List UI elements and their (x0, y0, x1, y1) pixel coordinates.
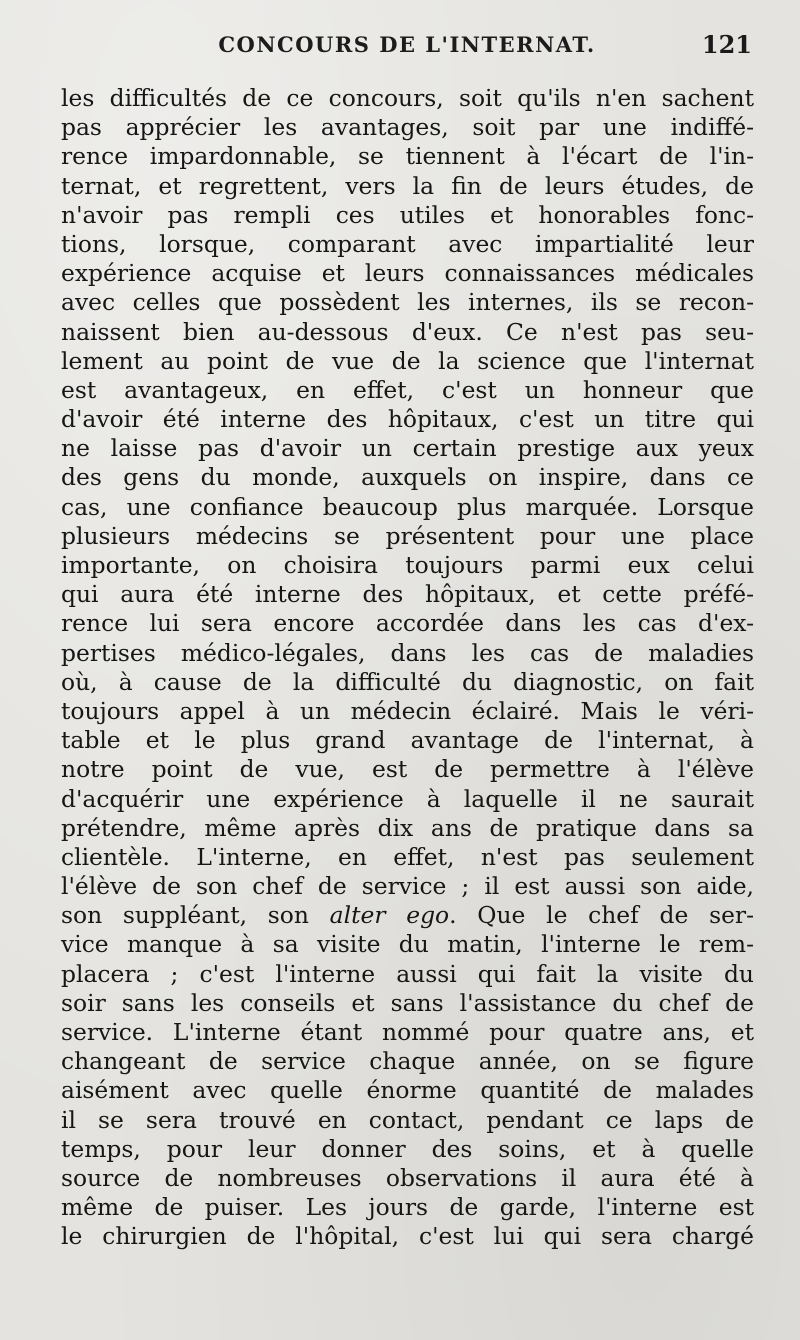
text-line: tions, lorsque, comparant avec impartialité leur (61, 229, 754, 258)
text-line: ternat, et regrettent, vers la fin de leurs études, de (61, 171, 754, 200)
text-line: les difficultés de ce concours, soit qu'ils n'en sachent (61, 84, 754, 112)
text-line: est avantageux, en effet, c'est un honneur que (61, 375, 754, 404)
text-line: cas, une confiance beaucoup plus marquée. Lorsque (61, 492, 754, 521)
text-line: importante, on choisira toujours parmi eux celui (61, 551, 754, 579)
text-line: l'élève de son chef de service ; il est aussi son aide, (61, 872, 754, 901)
running-head-title: CONCOURS DE L'INTERNAT. (218, 32, 596, 57)
text-line: il se sera trouvé en contact, pendant ce laps de (61, 1105, 754, 1134)
text-line: n'avoir pas rempli ces utiles et honorables fonc- (61, 200, 754, 229)
text-line: ne laisse pas d'avoir un certain prestige aux yeux (61, 434, 754, 463)
text-line: source de nombreuses observations il aura été à (61, 1163, 754, 1192)
text-line: d'acquérir une expérience à laquelle il ne saurait (61, 784, 754, 813)
text-line: table et le plus grand avantage de l'internat, à (61, 726, 754, 755)
text-line: même de puiser. Les jours de garde, l'interne est (61, 1193, 754, 1222)
text-line: qui aura été interne des hôpitaux, et cette préfé- (61, 580, 754, 609)
text-line: d'avoir été interne des hôpitaux, c'est un titre qui (61, 405, 754, 434)
text-line: naissent bien au-dessous d'eux. Ce n'est pas seu- (61, 317, 754, 346)
text-line: pas apprécier les avantages, soit par une indiffé- (61, 113, 754, 142)
running-head (62, 32, 752, 62)
text-line: service. L'interne étant nommé pour quatre ans, et (61, 1018, 754, 1046)
text-line: notre point de vue, est de permettre à l'élève (61, 755, 754, 784)
text-line: des gens du monde, auxquels on inspire, dans ce (61, 463, 754, 492)
text-line: avec celles que possèdent les internes, ils se recon- (61, 288, 754, 317)
text-line: son suppléant, son alter ego. Que le chef de ser- (61, 901, 755, 930)
text-line: soir sans les conseils et sans l'assistance du chef de (61, 988, 754, 1017)
text-line: changeant de service chaque année, on se figure (61, 1047, 754, 1076)
text-line: expérience acquise et leurs connaissances médicales (61, 259, 754, 288)
text-line: placera ; c'est l'interne aussi qui fait la visite du (61, 959, 754, 988)
text-line: rence impardonnable, se tiennent à l'écart de l'in- (61, 142, 754, 171)
text-line: le chirurgien de l'hôpital, c'est lui qui sera chargé (61, 1222, 754, 1251)
text-line: vice manque à sa visite du matin, l'interne le rem- (61, 930, 754, 959)
text-line: temps, pour leur donner des soins, et à quelle (61, 1134, 754, 1163)
text-line: pertises médico-légales, dans les cas de maladies (61, 638, 754, 667)
text-line: clientèle. L'interne, en effet, n'est pas seulement (61, 842, 754, 871)
page-number: 121 (701, 30, 752, 59)
text-line: toujours appel à un médecin éclairé. Mais le véri- (61, 696, 754, 725)
text-line: prétendre, même après dix ans de pratique dans sa (61, 813, 754, 842)
text-line: lement au point de vue de la science que l'internat (61, 346, 754, 375)
text-line: plusieurs médecins se présentent pour une place (61, 521, 754, 550)
text-line: rence lui sera encore accordée dans les cas d'ex- (61, 609, 754, 638)
text-line: aisément avec quelle énorme quantité de malades (61, 1076, 754, 1105)
text-line: où, à cause de la difficulté du diagnostic, on fait (61, 667, 754, 696)
body-text (61, 84, 754, 1252)
